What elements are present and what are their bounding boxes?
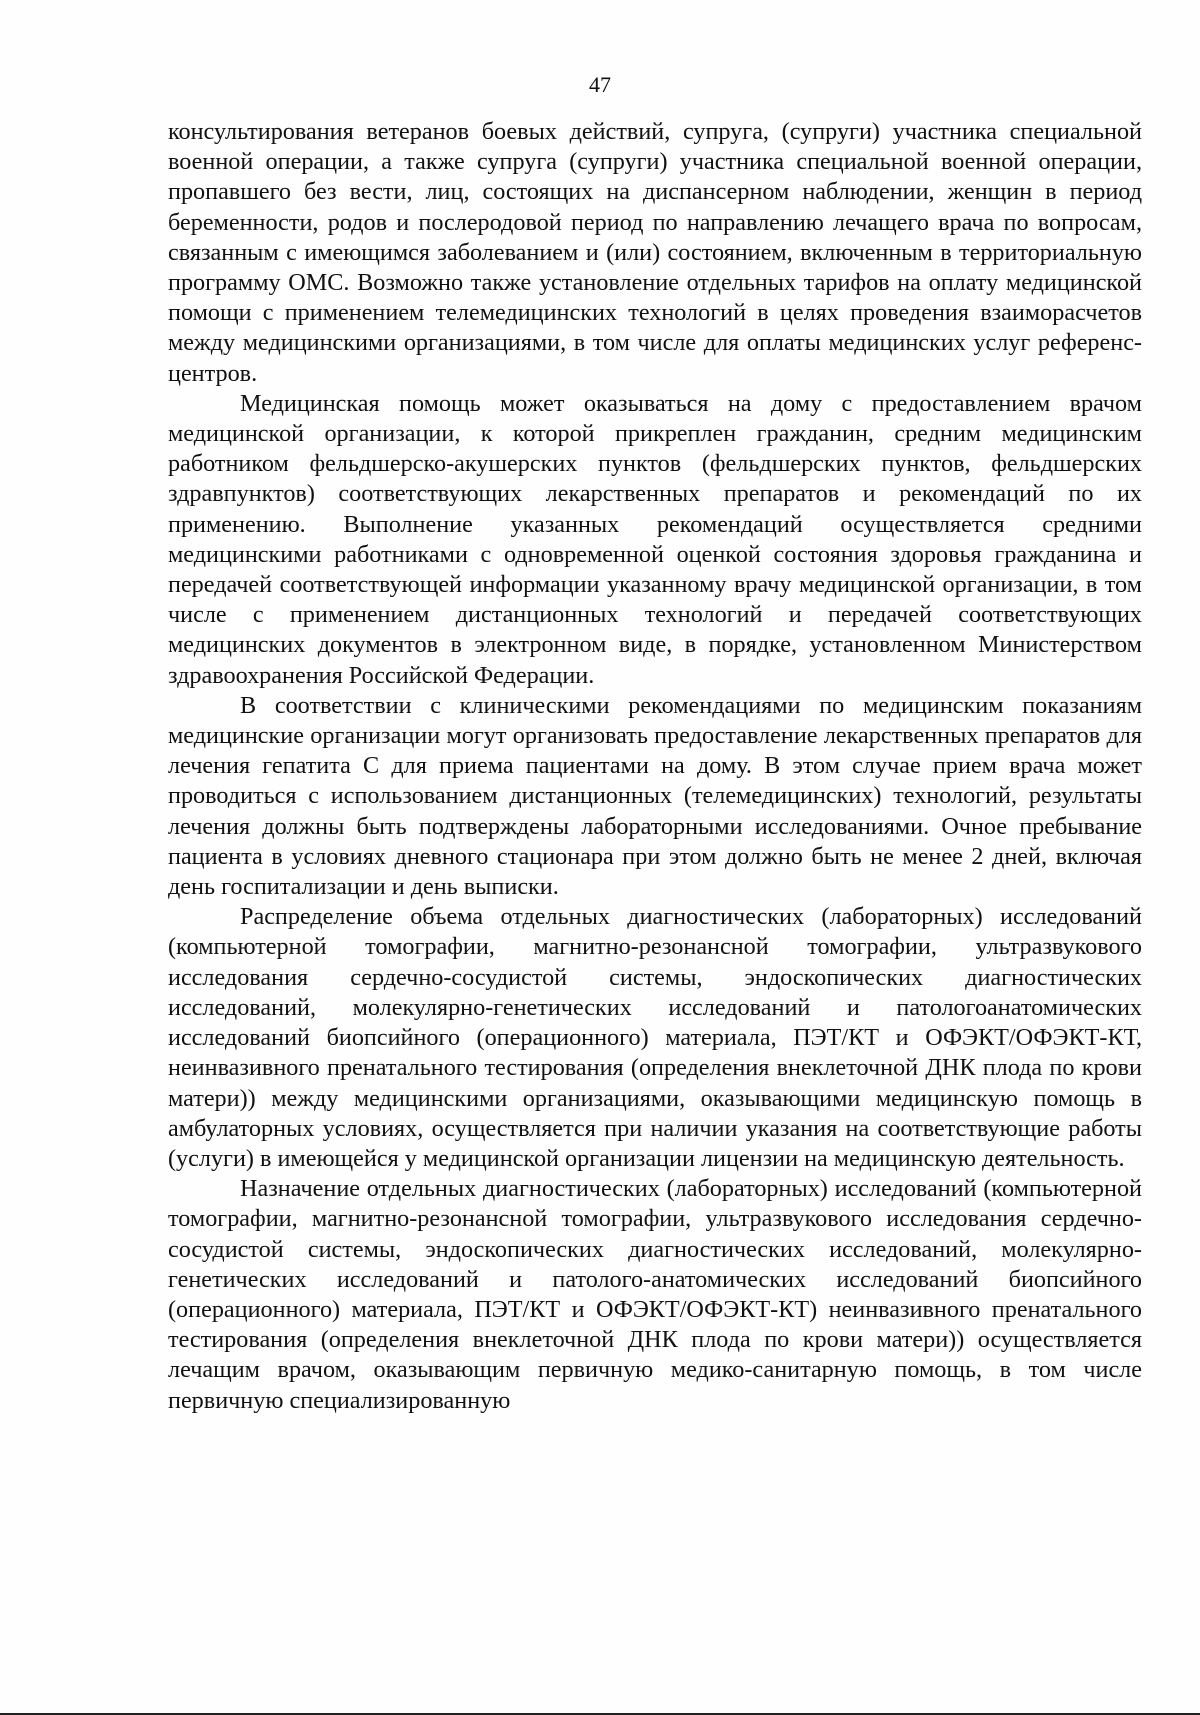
body-text <box>168 117 1142 1416</box>
paragraph-hepatitis-c: В соответствии с клиническими рекомендациями по медицинским показаниям медицинские организации могут организовать предоставление лекарственных препаратов для лечения гепатита С для приема пациентами на дому. В этом случае прием врача может проводиться с использованием дистанционных (телемедицинских) технологий, результаты лечения должны быть подтверждены лабораторными исследованиями. Очное пребывание пациента в условиях дневного стационара при этом должно быть не менее 2 дней, включая день госпитализации и день выписки. <box>168 691 1142 901</box>
paragraph-diagnostics-distribution: Распределение объема отдельных диагностических (лабораторных) исследований (компьютерной томографии, магнитно-резонансной томографии, ультразвукового исследования сердечно-сосудистой системы, эндоскопических диагностических исследований, молекулярно-генетических исследований и патологоанатомических исследований биопсийного (операционного) материала, ПЭТ/КТ и ОФЭКТ/ОФЭКТ-КТ, неинвазивного пренатального тестирования (определения внеклеточной ДНК плода по крови матери)) между медицинскими организациями, оказывающими медицинскую помощь в амбулаторных условиях, осуществляется при наличии указания на соответствующие работы (услуги) в имеющейся у медицинской организации лицензии на медицинскую деятельность. <box>168 903 1142 1172</box>
page-number: 47 <box>589 72 611 97</box>
paragraph-home-care: Медицинская помощь может оказываться на дому с предоставлением врачом медицинской организации, к которой прикреплен гражданин, средним медицинским работником фельдшерско-акушерских пунктов (фельдшерских пунктов, фельдшерских здравпунктов) соответствующих лекарственных препаратов и рекомендаций по их применению. Выполнение указанных рекомендаций осуществляется средними медицинскими работниками с одновременной оценкой состояния здоровья гражданина и передачей соответствующей информации указанному врачу медицинской организации, в том числе с применением дистанционных технологий и передачей соответствующих медицинских документов в электронном виде, в порядке, установленном Министерством здравоохранения Российской Федерации. <box>168 389 1142 689</box>
paragraph-continuation: консультирования ветеранов боевых действий, супруга, (супруги) участника специальной военной операции, а также супруга (супруги) участника специальной военной операции, пропавшего без вести, лиц, состоящих на диспансерном наблюдении, женщин в период беременности, родов и послеродовой период по направлению лечащего врача по вопросам, связанным с имеющимся заболеванием и (или) состоянием, включенным в территориальную программу ОМС. Возможно также установление отдельных тарифов на оплату медицинской помощи с применением телемедицинских технологий в целях проведения взаиморасчетов между медицинскими организациями, в том числе для оплаты медицинских услуг референс-центров. <box>168 118 1142 387</box>
paragraph-diagnostics-prescription: Назначение отдельных диагностических (лабораторных) исследований (компьютерной томографии, магнитно-резонансной томографии, ультразвукового исследования сердечно-сосудистой системы, эндоскопических диагностических исследований, молекулярно-генетических исследований и патолого-анатомических исследований биопсийного (операционного) материала, ПЭТ/КТ и ОФЭКТ/ОФЭКТ-КТ) неинвазивного пренатального тестирования (определения внеклеточной ДНК плода по крови матери)) осуществляется лечащим врачом, оказывающим первичную медико-санитарную помощь, в том числе первичную специализированную <box>168 1175 1142 1414</box>
